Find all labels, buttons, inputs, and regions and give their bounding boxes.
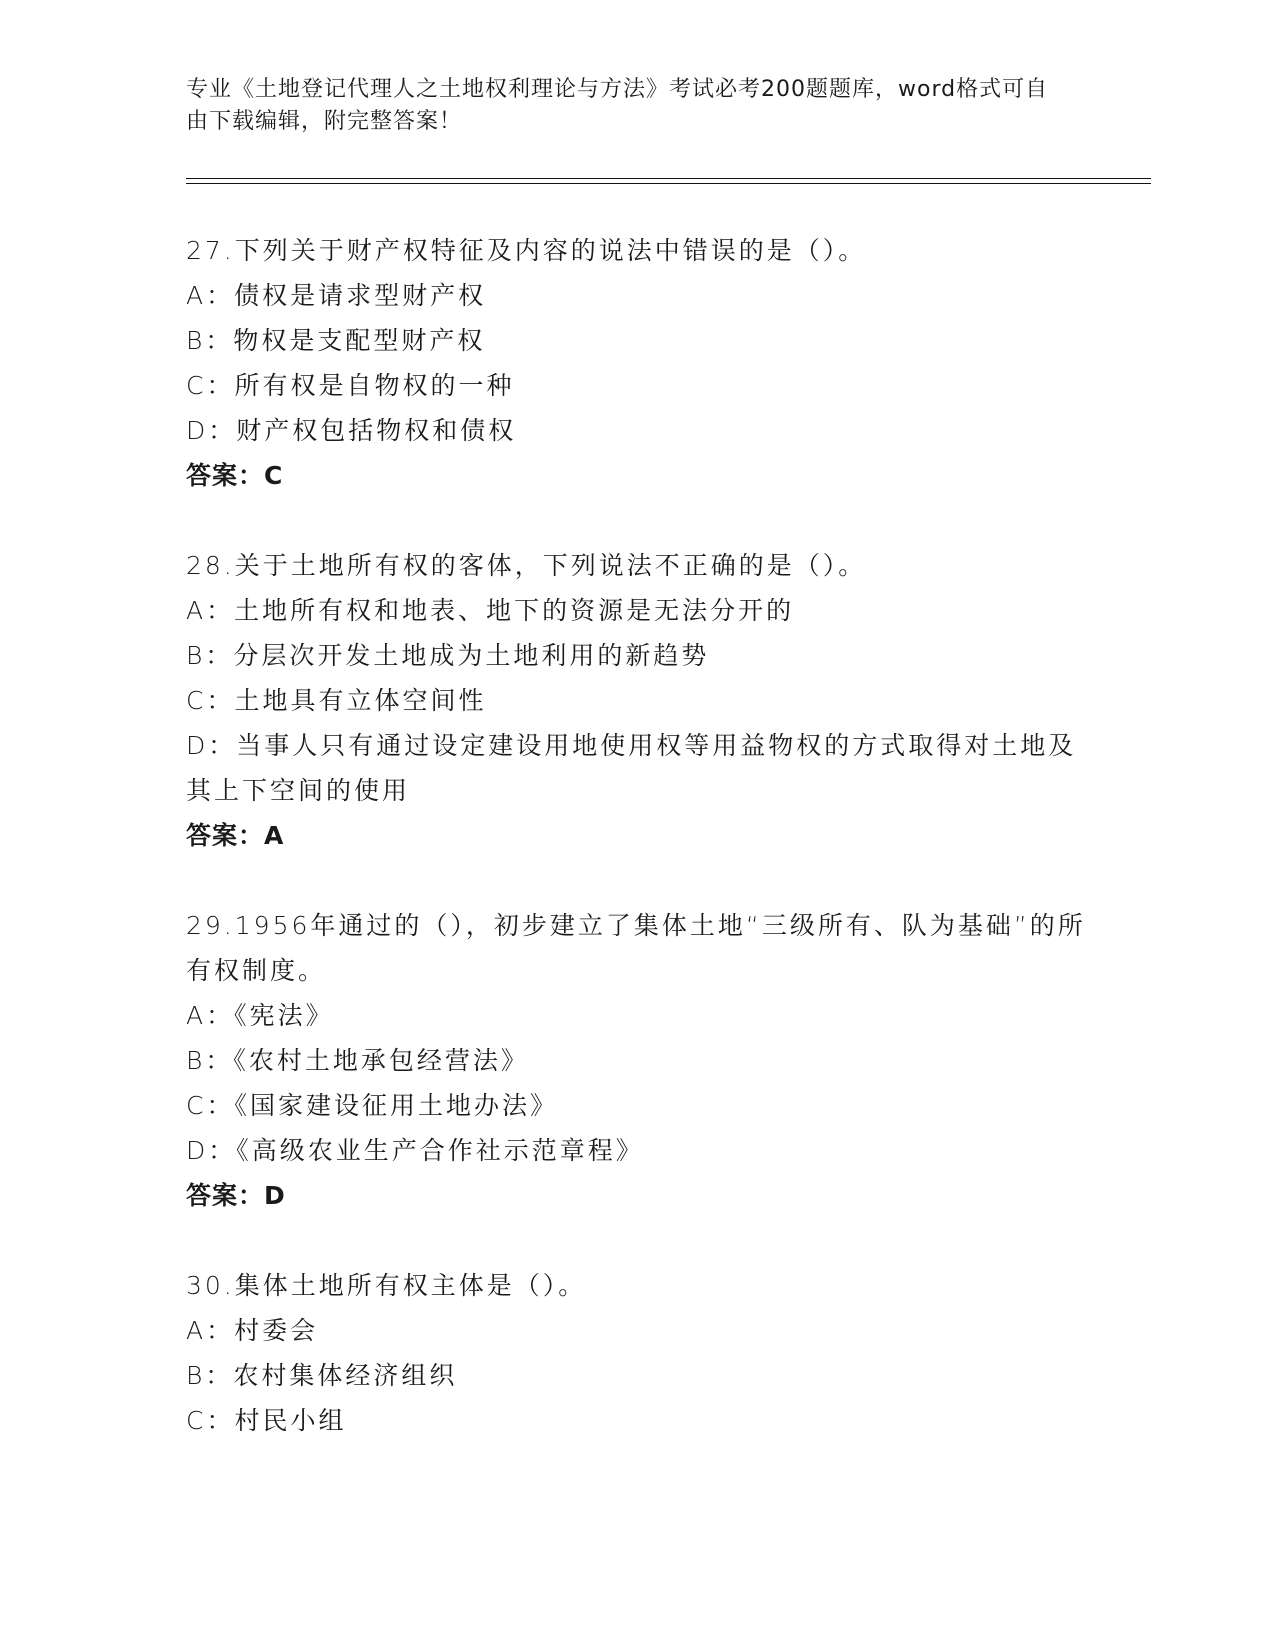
question-27 — [186, 228, 1086, 498]
option-a: A：债权是请求型财产权 — [186, 281, 487, 310]
option-a: A：村委会 — [186, 1316, 319, 1345]
option-a: A：土地所有权和地表、地下的资源是无法分开的 — [186, 596, 795, 625]
option-b: B：《农村土地承包经营法》 — [186, 1046, 529, 1075]
question-30 — [186, 1263, 1086, 1443]
option-b: B：农村集体经济组织 — [186, 1361, 458, 1390]
option-a: A：《宪法》 — [186, 1001, 334, 1030]
option-c: C：所有权是自物权的一种 — [186, 371, 515, 400]
question-28 — [186, 543, 1086, 858]
option-c: C：村民小组 — [186, 1406, 347, 1435]
answer-line: 答案：D — [186, 1181, 286, 1210]
option-b: B：分层次开发土地成为土地利用的新趋势 — [186, 641, 710, 670]
option-d: D：当事人只有通过设定建设用地使用权等用益物权的方式取得对土地及其上下空间的使用 — [186, 731, 1077, 805]
question-stem: 30.集体土地所有权主体是（）。 — [186, 1271, 587, 1300]
document-header: 专业《土地登记代理人之土地权利理论与方法》考试必考200题题库，word格式可自由下载编辑，附完整答案！ — [186, 77, 1049, 134]
header-divider-bottom — [186, 183, 1151, 184]
question-stem: 28.关于土地所有权的客体，下列说法不正确的是（）。 — [186, 551, 867, 580]
answer-line: 答案：A — [186, 821, 285, 850]
option-b: B：物权是支配型财产权 — [186, 326, 486, 355]
header-divider-top — [186, 178, 1151, 179]
option-c: C：土地具有立体空间性 — [186, 686, 487, 715]
question-stem: 29.1956年通过的（），初步建立了集体土地“三级所有、队为基础”的所有权制度。 — [186, 911, 1086, 985]
question-29 — [186, 903, 1086, 1218]
question-list — [186, 228, 1086, 1488]
option-d: D：《高级农业生产合作社示范章程》 — [186, 1136, 644, 1165]
option-d: D：财产权包括物权和债权 — [186, 416, 517, 445]
option-c: C：《国家建设征用土地办法》 — [186, 1091, 558, 1120]
question-stem: 27.下列关于财产权特征及内容的说法中错误的是（）。 — [186, 236, 867, 265]
answer-line: 答案：C — [186, 461, 284, 490]
